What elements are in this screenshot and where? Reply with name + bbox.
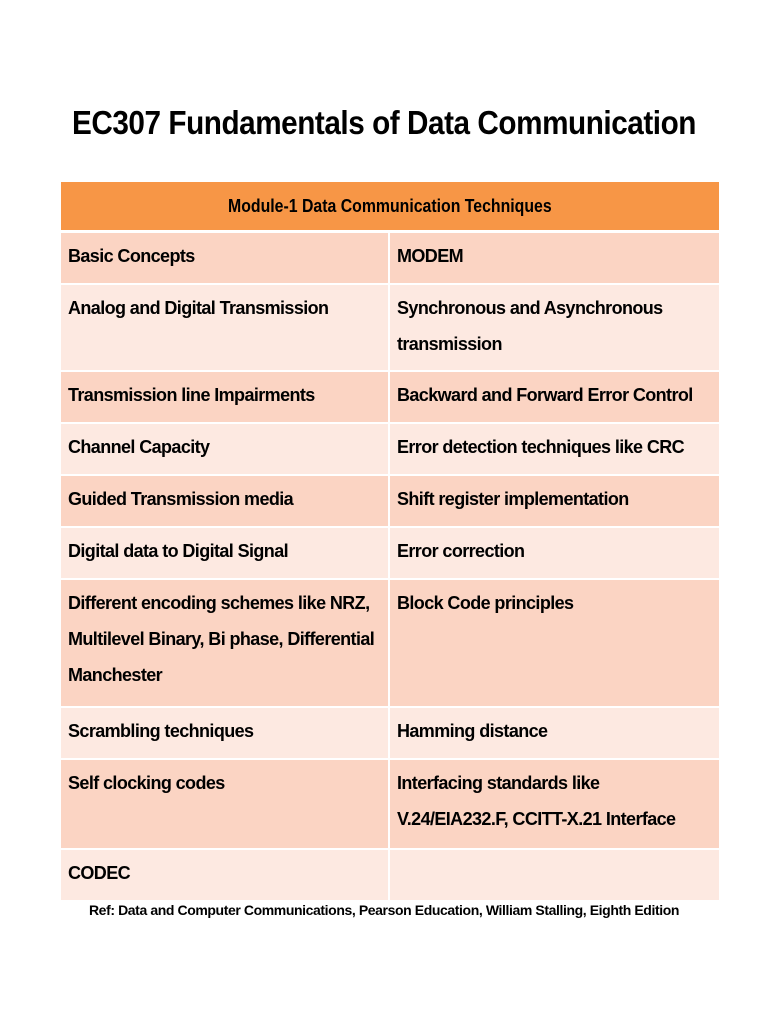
table-row <box>61 708 719 760</box>
reference-note: Ref: Data and Computer Communications, Pearson Education, William Stalling, Eighth Edition <box>88 902 680 918</box>
table-row <box>61 476 719 528</box>
topic-cell-left: Analog and Digital Transmission <box>61 285 390 372</box>
topic-cell-right: Block Code principles <box>390 580 719 708</box>
syllabus-table <box>61 182 719 902</box>
syllabus-table-container <box>61 182 719 902</box>
topic-cell-right: Error detection techniques like CRC <box>390 424 719 476</box>
topic-cell-right: Synchronous and Asynchronous transmission <box>390 285 719 372</box>
table-row <box>61 424 719 476</box>
topic-cell-left: Scrambling techniques <box>61 708 390 760</box>
topic-cell-left: Digital data to Digital Signal <box>61 528 390 580</box>
topic-cell-right: Error correction <box>390 528 719 580</box>
module-header <box>61 182 719 233</box>
table-row <box>61 850 719 902</box>
topic-cell-right: Interfacing standards like V.24/EIA232.F, CCITT-X.21 Interface <box>390 760 719 850</box>
table-row <box>61 372 719 424</box>
topic-cell-right: MODEM <box>390 233 719 285</box>
topic-cell-left: Self clocking codes <box>61 760 390 850</box>
topic-cell-left: Channel Capacity <box>61 424 390 476</box>
table-header-row <box>61 182 719 233</box>
topic-cell-right: Backward and Forward Error Control <box>390 372 719 424</box>
module-header-label: Module-1 Data Communication Techniques <box>228 195 552 216</box>
topic-cell-left: Guided Transmission media <box>61 476 390 528</box>
page-title: EC307 Fundamentals of Data Communication <box>72 104 696 141</box>
topic-cell-left: CODEC <box>61 850 390 902</box>
table-row <box>61 580 719 708</box>
table-row <box>61 233 719 285</box>
topic-cell-left: Basic Concepts <box>61 233 390 285</box>
topic-cell-right: Hamming distance <box>390 708 719 760</box>
table-row <box>61 528 719 580</box>
topic-cell-left: Transmission line Impairments <box>61 372 390 424</box>
topic-cell-right <box>390 850 719 902</box>
topic-cell-right: Shift register implementation <box>390 476 719 528</box>
topic-cell-left: Different encoding schemes like NRZ, Multilevel Binary, Bi phase, Differential Manchester <box>61 580 390 708</box>
table-row <box>61 285 719 372</box>
table-row <box>61 760 719 850</box>
